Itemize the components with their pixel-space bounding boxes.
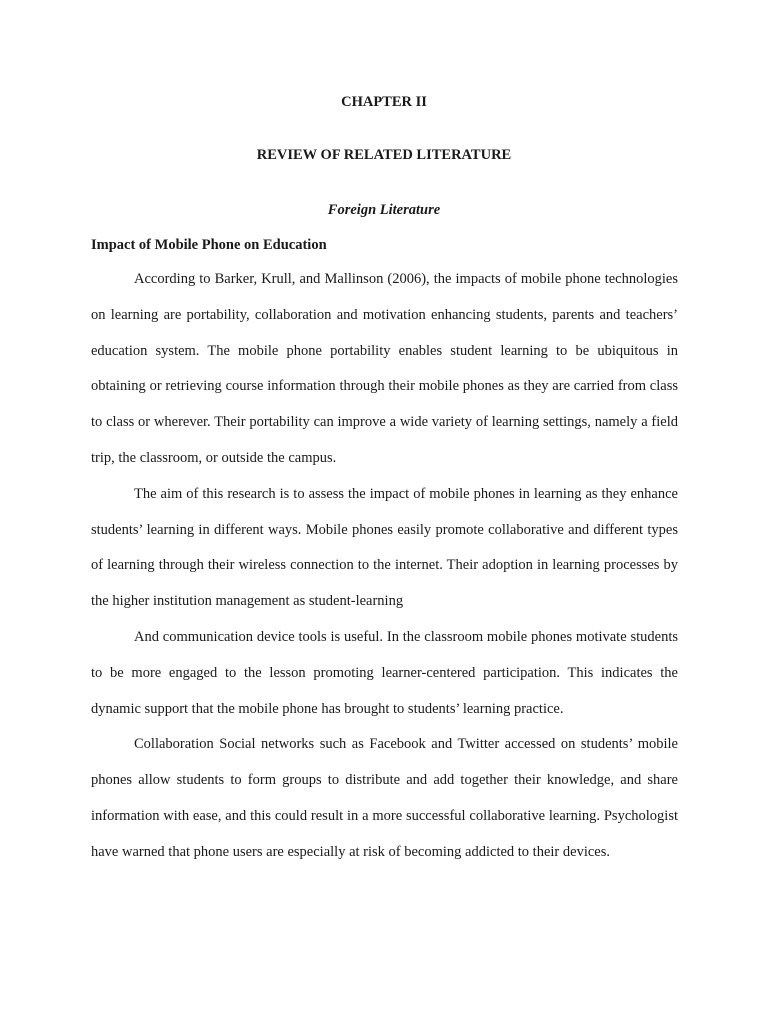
chapter-number: CHAPTER II — [341, 94, 427, 110]
section-heading: Impact of Mobile Phone on Education — [91, 237, 327, 253]
paragraph: According to Barker, Krull, and Mallinson (2006), the impacts of mobile phone technologies on learning are portability, collaboration and motivation enhancing students, parents and teachers’ education system. The mobile phone portability enables student learning to be ubiquitous in obtaining or retrieving course information through their mobile phones as they are carried from class to class or wherever. Their portability can improve a wide variety of learning settings, namely a field trip, the classroom, or outside the campus. — [91, 271, 678, 466]
body-text — [91, 262, 678, 871]
section-subtitle: Foreign Literature — [327, 202, 441, 218]
paragraph: The aim of this research is to assess the impact of mobile phones in learning as they enhance students’ learning in different ways. Mobile phones easily promote collaborative and different types of learning through their wireless connection to the internet. Their adoption in learning processes by the higher institution management as student-learning — [91, 485, 678, 610]
chapter-title: REVIEW OF RELATED LITERATURE — [256, 147, 512, 163]
paragraph: And communication device tools is useful. In the classroom mobile phones motivate students to be more engaged to the lesson promoting learner-centered participation. This indicates the dynamic support that the mobile phone has brought to students’ learning practice. — [91, 628, 678, 717]
paragraph: Collaboration Social networks such as Facebook and Twitter accessed on students’ mobile phones allow students to form groups to distribute and add together their knowledge, and share information with ease, and this could result in a more successful collaborative learning. Psychologist have warned that phone users are especially at risk of becoming addicted to their devices. — [91, 736, 678, 860]
